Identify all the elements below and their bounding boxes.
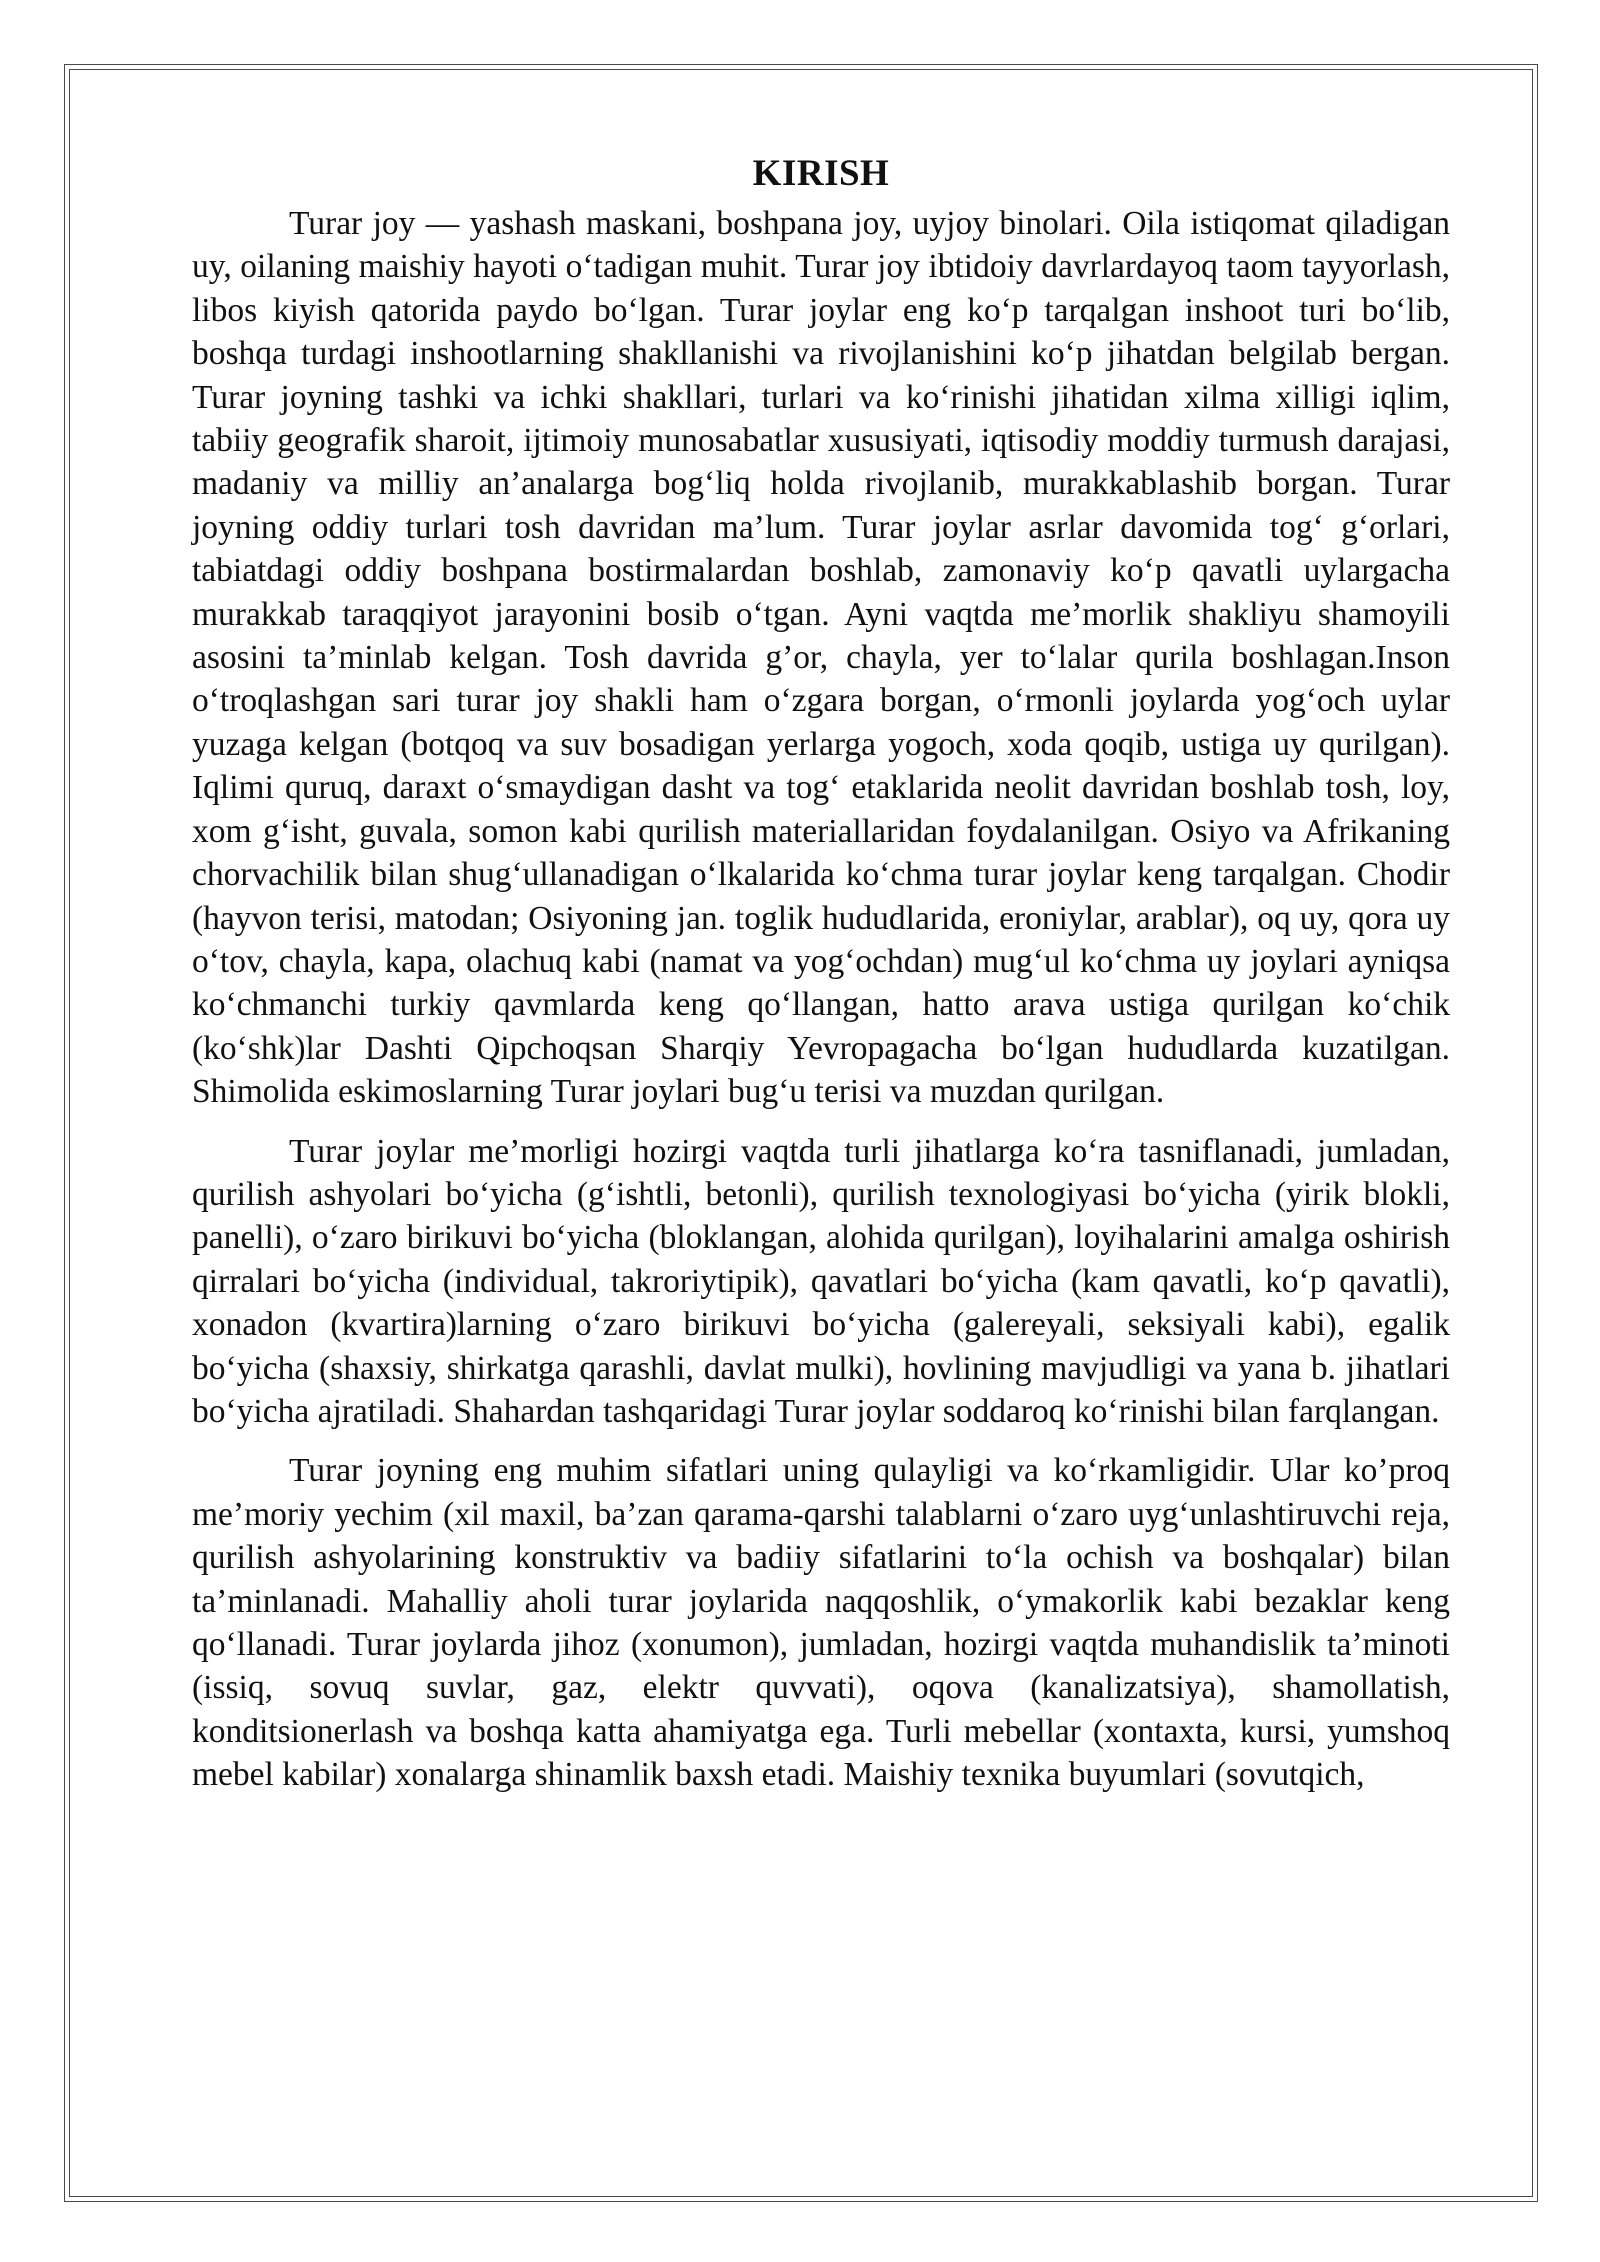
paragraph-2: Turar joylar me’morligi hozirgi vaqtda turli jihatlarga koʻra tasniflanadi, jumladan, qurilish ashyolari boʻyicha (gʻishtli, betonli), qurilish texnologiyasi boʻyicha (yirik blokli, panelli), oʻzaro birikuvi boʻyicha (bloklangan, alohida qurilgan), loyihalarini amalga oshirish qirralari boʻyicha (individual, takroriytipik), qavatlari boʻyicha (kam qavatli, koʻp qavatli), xonadon (kvartira)larning oʻzaro birikuvi boʻyicha (galereyali, seksiyali kabi), egalik boʻyicha (shaxsiy, shirkatga qarashli, davlat mulki), hovlining mavjudligi va yana b. jihatlari boʻyicha ajratiladi. Shahardan tashqaridagi Turar joylar soddaroq koʻrinishi bilan farqlangan. xyxy=(192,1132,1450,1430)
document-body xyxy=(192,150,1450,1813)
paragraph-1: Turar joy — yashash maskani, boshpana joy, uyjoy binolari. Oila istiqomat qiladigan uy, oilaning maishiy hayoti oʻtadigan muhit. Turar joy ibtidoiy davrlardayoq taom tayyorlash, libos kiyish qatorida paydo boʻlgan. Turar joylar eng koʻp tarqalgan inshoot turi boʻlib, boshqa turdagi inshootlarning shakllanishi va rivojlanishini koʻp jihatdan belgilab bergan. Turar joyning tashki va ichki shakllari, turlari va koʻrinishi jihatidan xilma xilligi iqlim, tabiiy geografik sharoit, ijtimoiy munosabatlar xususiyati, iqtisodiy moddiy turmush darajasi, madaniy va milliy an’analarga bogʻliq holda rivojlanib, murakkablashib borgan. Turar joyning oddiy turlari tosh davridan ma’lum. Turar joylar asrlar davomida togʻ gʻorlari, tabiatdagi oddiy boshpana bostirmalardan boshlab, zamonaviy koʻp qavatli uylargacha murakkab taraqqiyot jarayonini bosib oʻtgan. Ayni vaqtda me’morlik shakliyu shamoyili asosini ta’minlab kelgan. Tosh davrida g’or, chayla, yer toʻlalar qurila boshlagan.Inson oʻtroqlashgan sari turar joy shakli ham oʻzgara borgan, oʻrmonli joylarda yogʻoch uylar yuzaga kelgan (botqoq va suv bosadigan yerlarga yogoch, xoda qoqib, ustiga uy qurilgan). Iqlimi quruq, daraxt oʻsmaydigan dasht va togʻ etaklarida neolit davridan boshlab tosh, loy, xom gʻisht, guvala, somon kabi qurilish materiallaridan foydalanilgan. Osiyo va Afrikaning chorvachilik bilan shugʻullanadigan oʻlkalarida koʻchma turar joylar keng tarqalgan. Chodir (hayvon terisi, matodan; Osiyoning jan. toglik hududlarida, eroniylar, arablar), oq uy, qora uy oʻtov, chayla, kapa, olachuq kabi (namat va yogʻochdan) mugʻul koʻchma uy joylari ayniqsa koʻchmanchi turkiy qavmlarda keng qoʻllangan, hatto arava ustiga qurilgan koʻchik (koʻshk)lar Dashti Qipchoqsan Sharqiy Yevropagacha boʻlgan hududlarda kuzatilgan. Shimolida eskimoslarning Turar joylari bugʻu terisi va muzdan qurilgan. xyxy=(192,205,1450,1111)
page-title: KIRISH xyxy=(752,153,890,194)
paragraph-3: Turar joyning eng muhim sifatlari uning qulayligi va koʻrkamligidir. Ular ko’proq me’moriy yechim (xil maxil, ba’zan qarama-qarshi talablarni oʻzaro uygʻunlashtiruvchi reja, qurilish ashyolarining konstruktiv va badiiy sifatlarini toʻla ochish va boshqalar) bilan ta’minlanadi. Mahalliy aholi turar joylarida naqqoshlik, oʻymakorlik kabi bezaklar keng qoʻllanadi. Turar joylarda jihoz (xonumon), jumladan, hozirgi vaqtda muhandislik ta’minoti (issiq, sovuq suvlar, gaz, elektr quvvati), oqova (kanalizatsiya), shamollatish, konditsionerlash va boshqa katta ahamiyatga ega. Turli mebellar (xontaxta, kursi, yumshoq mebel kabilar) xonalarga shinamlik baxsh etadi. Maishiy texnika buyumlari (sovutqich, xyxy=(192,1452,1450,1794)
